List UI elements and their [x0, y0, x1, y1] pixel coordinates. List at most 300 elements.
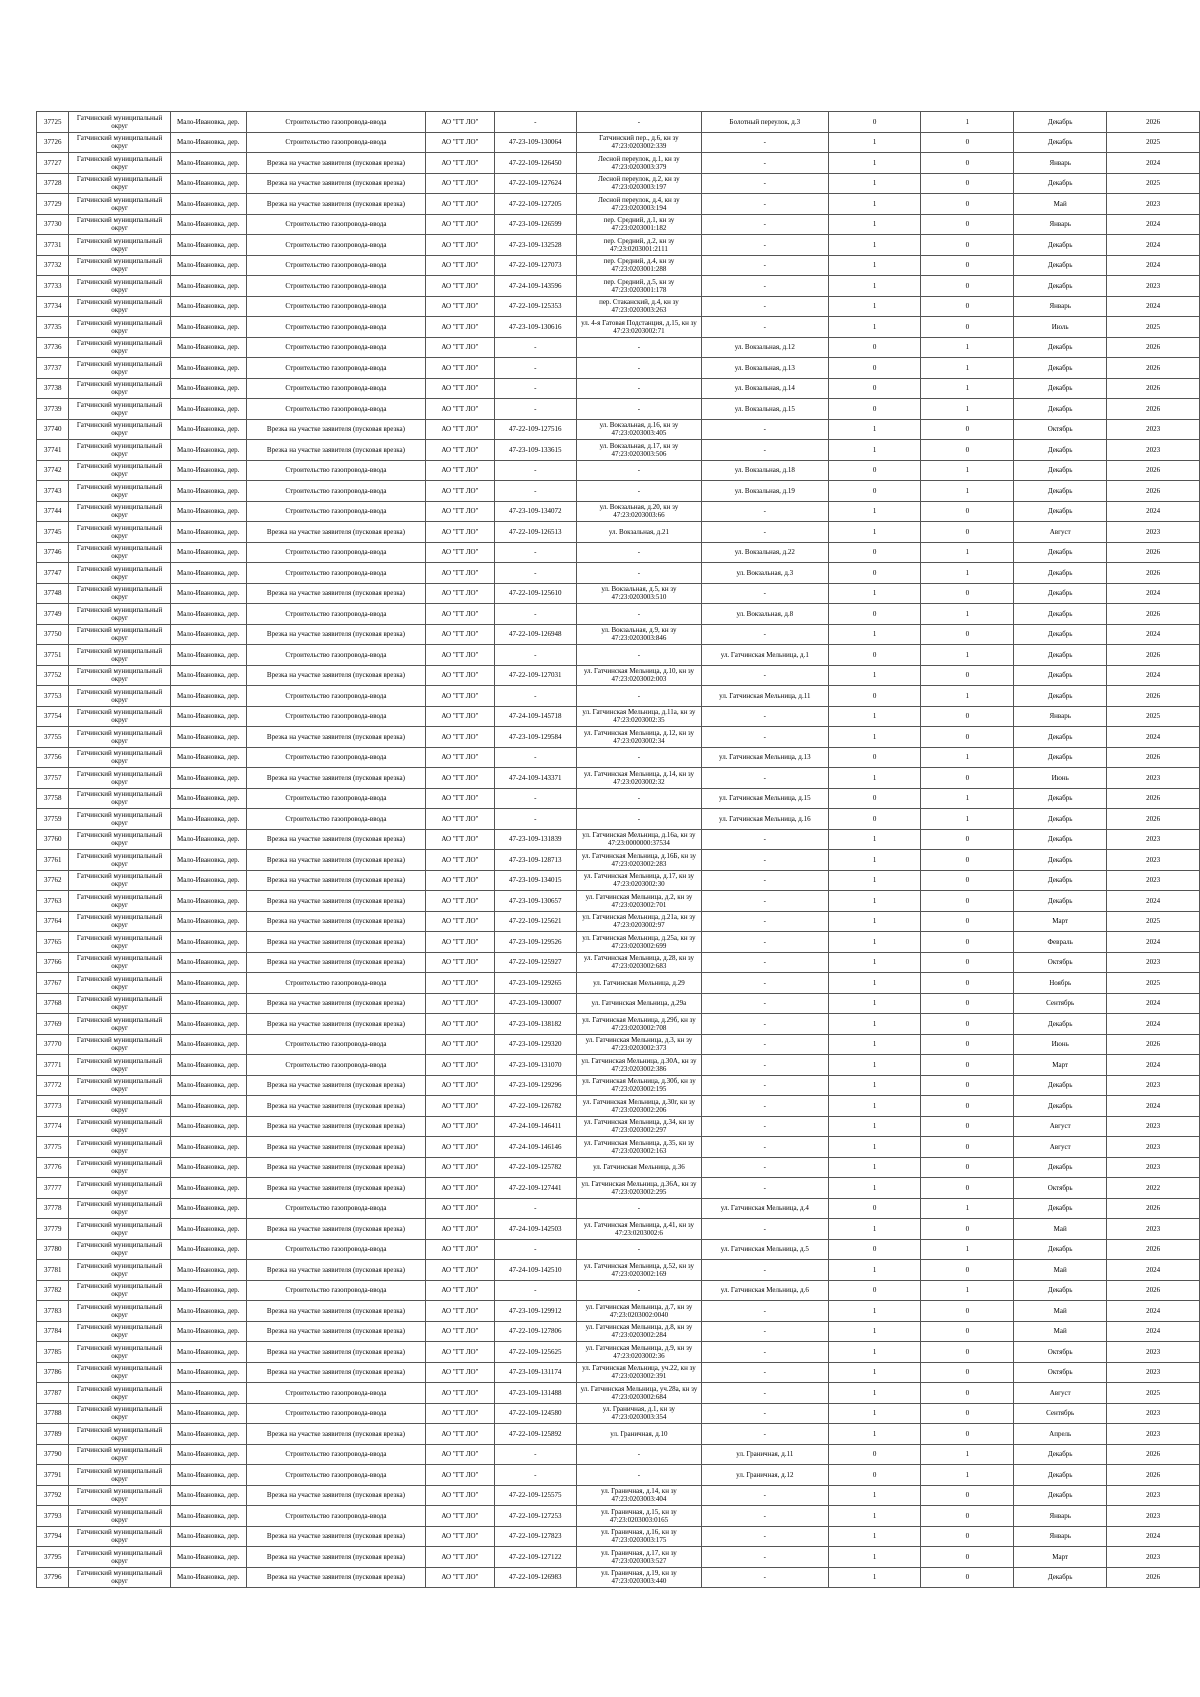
cell-qty-planned: 0	[921, 1055, 1014, 1076]
cell-organization: АО "ГТ ЛО"	[426, 624, 494, 645]
cell-organization: АО "ГТ ЛО"	[426, 358, 494, 379]
cell-qty-planned: 0	[921, 706, 1014, 727]
table-row	[37, 1198, 1200, 1219]
cell-organization: АО "ГТ ЛО"	[426, 194, 494, 215]
cell-qty-applications: 1	[828, 173, 921, 194]
cell-address-planned: -	[701, 132, 828, 153]
cell-row-number: 37777	[37, 1178, 69, 1199]
cell-month: Октябрь	[1014, 1178, 1107, 1199]
cell-work-type: Врезка на участке заявителя (пусковая врезка)	[246, 440, 426, 461]
cell-settlement: Мало-Ивановка, дер.	[170, 932, 246, 953]
cell-settlement: Мало-Ивановка, дер.	[170, 973, 246, 994]
cell-organization: АО "ГТ ЛО"	[426, 112, 494, 133]
cell-year: 2024	[1107, 727, 1200, 748]
cell-district: Гатчинский муниципальный округ	[69, 1055, 170, 1076]
cell-work-type: Строительство газопровода-ввода	[246, 132, 426, 153]
cell-row-number: 37781	[37, 1260, 69, 1281]
cell-row-number: 37796	[37, 1567, 69, 1588]
cell-qty-applications: 1	[828, 891, 921, 912]
cell-month: Август	[1014, 1137, 1107, 1158]
cell-work-type: Врезка на участке заявителя (пусковая врезка)	[246, 1485, 426, 1506]
cell-year: 2026	[1107, 1280, 1200, 1301]
cell-work-type: Строительство газопровода-ввода	[246, 317, 426, 338]
table-row	[37, 604, 1200, 625]
cell-month: Сентябрь	[1014, 993, 1107, 1014]
cell-month: Декабрь	[1014, 665, 1107, 686]
table-row	[37, 788, 1200, 809]
cell-organization: АО "ГТ ЛО"	[426, 317, 494, 338]
cell-address-cadastral: ул. Граничная, д.10	[576, 1424, 701, 1445]
cell-row-number: 37740	[37, 419, 69, 440]
cell-month: Сентябрь	[1014, 1403, 1107, 1424]
cell-settlement: Мало-Ивановка, дер.	[170, 1301, 246, 1322]
cell-application-number: 47-24-109-143596	[494, 276, 576, 297]
cell-settlement: Мало-Ивановка, дер.	[170, 522, 246, 543]
cell-month: Октябрь	[1014, 1362, 1107, 1383]
table-row	[37, 1301, 1200, 1322]
cell-address-cadastral: ул. Граничная, д.17, кн зу 47:23:0203003:527	[576, 1547, 701, 1568]
cell-address-planned: ул. Вокзальная, д.22	[701, 542, 828, 563]
cell-application-number: 47-22-109-125353	[494, 296, 576, 317]
cell-organization: АО "ГТ ЛО"	[426, 993, 494, 1014]
cell-address-planned: -	[701, 276, 828, 297]
cell-organization: АО "ГТ ЛО"	[426, 1014, 494, 1035]
cell-settlement: Мало-Ивановка, дер.	[170, 563, 246, 584]
cell-qty-planned: 0	[921, 1260, 1014, 1281]
cell-application-number: 47-23-109-130616	[494, 317, 576, 338]
cell-address-cadastral: ул. Гатчинская Мельница, д.41, кн зу 47:23:0203002:6	[576, 1219, 701, 1240]
cell-year: 2023	[1107, 1506, 1200, 1527]
cell-organization: АО "ГТ ЛО"	[426, 768, 494, 789]
cell-year: 2023	[1107, 768, 1200, 789]
cell-application-number: -	[494, 686, 576, 707]
cell-address-planned: -	[701, 194, 828, 215]
cell-qty-applications: 1	[828, 665, 921, 686]
cell-year: 2025	[1107, 706, 1200, 727]
table-row	[37, 665, 1200, 686]
cell-settlement: Мало-Ивановка, дер.	[170, 1383, 246, 1404]
cell-organization: АО "ГТ ЛО"	[426, 337, 494, 358]
cell-address-cadastral: ул. Гатчинская Мельница, д.34, кн зу 47:23:0203002:297	[576, 1116, 701, 1137]
cell-organization: АО "ГТ ЛО"	[426, 891, 494, 912]
cell-address-cadastral: -	[576, 1280, 701, 1301]
cell-work-type: Строительство газопровода-ввода	[246, 1280, 426, 1301]
cell-settlement: Мало-Ивановка, дер.	[170, 112, 246, 133]
cell-district: Гатчинский муниципальный округ	[69, 1526, 170, 1547]
cell-month: Декабрь	[1014, 1075, 1107, 1096]
cell-organization: АО "ГТ ЛО"	[426, 1342, 494, 1363]
cell-row-number: 37745	[37, 522, 69, 543]
cell-qty-planned: 0	[921, 419, 1014, 440]
cell-work-type: Строительство газопровода-ввода	[246, 378, 426, 399]
cell-address-cadastral: ул. Вокзальная, д.21	[576, 522, 701, 543]
cell-qty-planned: 1	[921, 378, 1014, 399]
cell-qty-planned: 1	[921, 481, 1014, 502]
cell-month: Апрель	[1014, 1424, 1107, 1445]
cell-address-cadastral: пер. Стаканский, д.4, кн зу 47:23:0203003:263	[576, 296, 701, 317]
table-row	[37, 1055, 1200, 1076]
cell-application-number: 47-23-109-129265	[494, 973, 576, 994]
cell-qty-applications: 1	[828, 194, 921, 215]
cell-district: Гатчинский муниципальный округ	[69, 952, 170, 973]
cell-address-planned: -	[701, 1362, 828, 1383]
cell-address-planned: -	[701, 173, 828, 194]
cell-address-cadastral: -	[576, 645, 701, 666]
cell-qty-applications: 1	[828, 1342, 921, 1363]
table-row	[37, 1116, 1200, 1137]
cell-work-type: Строительство газопровода-ввода	[246, 276, 426, 297]
cell-district: Гатчинский муниципальный округ	[69, 1178, 170, 1199]
cell-year: 2023	[1107, 194, 1200, 215]
cell-address-cadastral: ул. Гатчинская Мельница, д.28, кн зу 47:23:0203002:683	[576, 952, 701, 973]
cell-settlement: Мало-Ивановка, дер.	[170, 583, 246, 604]
cell-district: Гатчинский муниципальный округ	[69, 1239, 170, 1260]
cell-month: Декабрь	[1014, 563, 1107, 584]
cell-qty-planned: 0	[921, 1301, 1014, 1322]
cell-district: Гатчинский муниципальный округ	[69, 1301, 170, 1322]
cell-address-planned: -	[701, 1321, 828, 1342]
cell-qty-planned: 0	[921, 1096, 1014, 1117]
cell-district: Гатчинский муниципальный округ	[69, 911, 170, 932]
cell-qty-applications: 1	[828, 1383, 921, 1404]
cell-work-type: Врезка на участке заявителя (пусковая врезка)	[246, 1342, 426, 1363]
cell-application-number: 47-23-109-131839	[494, 829, 576, 850]
cell-qty-applications: 0	[828, 686, 921, 707]
cell-address-planned: -	[701, 1383, 828, 1404]
cell-year: 2024	[1107, 932, 1200, 953]
table-row	[37, 563, 1200, 584]
cell-organization: АО "ГТ ЛО"	[426, 460, 494, 481]
cell-qty-planned: 0	[921, 1321, 1014, 1342]
cell-qty-planned: 0	[921, 973, 1014, 994]
cell-address-planned: -	[701, 952, 828, 973]
cell-row-number: 37729	[37, 194, 69, 215]
cell-month: Декабрь	[1014, 481, 1107, 502]
cell-application-number: 47-22-109-127073	[494, 255, 576, 276]
cell-qty-applications: 1	[828, 1075, 921, 1096]
cell-work-type: Строительство газопровода-ввода	[246, 542, 426, 563]
cell-address-planned: -	[701, 1526, 828, 1547]
cell-application-number: -	[494, 112, 576, 133]
cell-work-type: Врезка на участке заявителя (пусковая врезка)	[246, 1157, 426, 1178]
cell-month: Декабрь	[1014, 440, 1107, 461]
table-row	[37, 276, 1200, 297]
cell-application-number: 47-23-109-126599	[494, 214, 576, 235]
cell-row-number: 37763	[37, 891, 69, 912]
cell-settlement: Мало-Ивановка, дер.	[170, 440, 246, 461]
cell-address-cadastral: ул. Гатчинская Мельница, д.29а	[576, 993, 701, 1014]
cell-settlement: Мало-Ивановка, дер.	[170, 1342, 246, 1363]
cell-application-number: -	[494, 1280, 576, 1301]
cell-organization: АО "ГТ ЛО"	[426, 1034, 494, 1055]
cell-row-number: 37752	[37, 665, 69, 686]
table-row	[37, 1567, 1200, 1588]
cell-district: Гатчинский муниципальный округ	[69, 132, 170, 153]
cell-address-planned: -	[701, 1116, 828, 1137]
cell-qty-planned: 0	[921, 993, 1014, 1014]
cell-organization: АО "ГТ ЛО"	[426, 501, 494, 522]
cell-address-cadastral: ул. 4-я Гатовая Подстанция, д.15, кн зу 47:23:0203002:71	[576, 317, 701, 338]
cell-settlement: Мало-Ивановка, дер.	[170, 399, 246, 420]
table-row	[37, 891, 1200, 912]
cell-qty-planned: 1	[921, 399, 1014, 420]
cell-settlement: Мало-Ивановка, дер.	[170, 1260, 246, 1281]
cell-qty-applications: 1	[828, 1567, 921, 1588]
cell-row-number: 37756	[37, 747, 69, 768]
cell-address-cadastral: -	[576, 788, 701, 809]
table-row	[37, 1547, 1200, 1568]
cell-row-number: 37762	[37, 870, 69, 891]
cell-application-number: 47-24-109-143371	[494, 768, 576, 789]
cell-work-type: Строительство газопровода-ввода	[246, 686, 426, 707]
cell-qty-applications: 1	[828, 1096, 921, 1117]
cell-qty-applications: 0	[828, 481, 921, 502]
cell-address-planned: ул. Вокзальная, д.15	[701, 399, 828, 420]
cell-address-planned: -	[701, 1424, 828, 1445]
cell-qty-applications: 1	[828, 993, 921, 1014]
cell-year: 2023	[1107, 1116, 1200, 1137]
cell-row-number: 37795	[37, 1547, 69, 1568]
cell-district: Гатчинский муниципальный округ	[69, 358, 170, 379]
cell-address-planned: ул. Вокзальная, д.13	[701, 358, 828, 379]
cell-year: 2026	[1107, 399, 1200, 420]
cell-qty-planned: 0	[921, 1567, 1014, 1588]
cell-address-planned: -	[701, 440, 828, 461]
cell-settlement: Мало-Ивановка, дер.	[170, 686, 246, 707]
cell-organization: АО "ГТ ЛО"	[426, 1198, 494, 1219]
cell-qty-planned: 1	[921, 788, 1014, 809]
cell-work-type: Врезка на участке заявителя (пусковая врезка)	[246, 1424, 426, 1445]
cell-qty-applications: 0	[828, 542, 921, 563]
cell-row-number: 37789	[37, 1424, 69, 1445]
cell-application-number: 47-23-109-134072	[494, 501, 576, 522]
cell-district: Гатчинский муниципальный округ	[69, 1096, 170, 1117]
cell-qty-planned: 0	[921, 173, 1014, 194]
cell-row-number: 37727	[37, 153, 69, 174]
cell-application-number: 47-24-109-145718	[494, 706, 576, 727]
cell-address-cadastral: ул. Гатчинская Мельница, д.17, кн зу 47:23:0203002:30	[576, 870, 701, 891]
cell-row-number: 37753	[37, 686, 69, 707]
cell-qty-applications: 1	[828, 583, 921, 604]
cell-qty-planned: 0	[921, 1547, 1014, 1568]
cell-application-number: 47-22-109-125892	[494, 1424, 576, 1445]
cell-qty-applications: 0	[828, 1280, 921, 1301]
cell-year: 2023	[1107, 850, 1200, 871]
cell-qty-planned: 0	[921, 850, 1014, 871]
cell-qty-applications: 1	[828, 1178, 921, 1199]
cell-year: 2026	[1107, 378, 1200, 399]
cell-month: Январь	[1014, 1506, 1107, 1527]
cell-month: Декабрь	[1014, 645, 1107, 666]
cell-month: Октябрь	[1014, 952, 1107, 973]
cell-qty-planned: 1	[921, 645, 1014, 666]
cell-month: Декабрь	[1014, 1465, 1107, 1486]
cell-qty-applications: 1	[828, 296, 921, 317]
cell-month: Декабрь	[1014, 235, 1107, 256]
cell-address-cadastral: Лесной переулок, д.1, кн зу 47:23:0203003:379	[576, 153, 701, 174]
cell-address-planned: -	[701, 153, 828, 174]
cell-organization: АО "ГТ ЛО"	[426, 1362, 494, 1383]
cell-application-number: -	[494, 358, 576, 379]
cell-application-number: 47-23-109-138182	[494, 1014, 576, 1035]
cell-month: Декабрь	[1014, 460, 1107, 481]
gasification-table	[36, 111, 1200, 1588]
cell-qty-planned: 0	[921, 296, 1014, 317]
cell-address-cadastral: -	[576, 481, 701, 502]
cell-row-number: 37772	[37, 1075, 69, 1096]
cell-row-number: 37739	[37, 399, 69, 420]
cell-address-cadastral: -	[576, 1444, 701, 1465]
cell-work-type: Строительство газопровода-ввода	[246, 214, 426, 235]
cell-work-type: Врезка на участке заявителя (пусковая врезка)	[246, 891, 426, 912]
cell-row-number: 37725	[37, 112, 69, 133]
cell-month: Декабрь	[1014, 809, 1107, 830]
cell-qty-planned: 0	[921, 440, 1014, 461]
table-row	[37, 419, 1200, 440]
cell-application-number: 47-23-109-131488	[494, 1383, 576, 1404]
cell-row-number: 37761	[37, 850, 69, 871]
cell-application-number: -	[494, 788, 576, 809]
cell-address-planned: -	[701, 1055, 828, 1076]
cell-organization: АО "ГТ ЛО"	[426, 296, 494, 317]
cell-row-number: 37793	[37, 1506, 69, 1527]
cell-month: Декабрь	[1014, 1239, 1107, 1260]
cell-qty-planned: 1	[921, 1280, 1014, 1301]
cell-application-number: -	[494, 399, 576, 420]
cell-district: Гатчинский муниципальный округ	[69, 604, 170, 625]
cell-year: 2023	[1107, 1342, 1200, 1363]
cell-district: Гатчинский муниципальный округ	[69, 501, 170, 522]
cell-work-type: Врезка на участке заявителя (пусковая врезка)	[246, 1301, 426, 1322]
cell-month: Январь	[1014, 296, 1107, 317]
cell-work-type: Строительство газопровода-ввода	[246, 112, 426, 133]
cell-month: Октябрь	[1014, 1342, 1107, 1363]
table-row	[37, 1506, 1200, 1527]
cell-row-number: 37732	[37, 255, 69, 276]
cell-work-type: Врезка на участке заявителя (пусковая врезка)	[246, 1260, 426, 1281]
cell-qty-applications: 0	[828, 112, 921, 133]
cell-row-number: 37792	[37, 1485, 69, 1506]
cell-year: 2026	[1107, 747, 1200, 768]
cell-settlement: Мало-Ивановка, дер.	[170, 891, 246, 912]
cell-application-number: 47-22-109-127624	[494, 173, 576, 194]
cell-district: Гатчинский муниципальный округ	[69, 1424, 170, 1445]
cell-qty-planned: 0	[921, 768, 1014, 789]
cell-row-number: 37735	[37, 317, 69, 338]
cell-district: Гатчинский муниципальный округ	[69, 850, 170, 871]
cell-qty-planned: 1	[921, 686, 1014, 707]
cell-year: 2024	[1107, 255, 1200, 276]
cell-work-type: Врезка на участке заявителя (пусковая врезка)	[246, 911, 426, 932]
cell-qty-applications: 0	[828, 1444, 921, 1465]
cell-qty-applications: 1	[828, 1137, 921, 1158]
cell-address-cadastral: ул. Вокзальная, д.9, кн зу 47:23:0203003:846	[576, 624, 701, 645]
cell-address-planned: -	[701, 1301, 828, 1322]
table-row	[37, 727, 1200, 748]
cell-qty-planned: 0	[921, 153, 1014, 174]
cell-qty-applications: 1	[828, 501, 921, 522]
cell-settlement: Мало-Ивановка, дер.	[170, 1526, 246, 1547]
cell-address-cadastral: ул. Гатчинская Мельница, д.9, кн зу 47:23:0203002:36	[576, 1342, 701, 1363]
cell-row-number: 37775	[37, 1137, 69, 1158]
table-row	[37, 255, 1200, 276]
cell-month: Май	[1014, 1321, 1107, 1342]
cell-year: 2023	[1107, 276, 1200, 297]
table-row	[37, 583, 1200, 604]
cell-qty-planned: 0	[921, 583, 1014, 604]
cell-district: Гатчинский муниципальный округ	[69, 1198, 170, 1219]
cell-qty-planned: 1	[921, 1198, 1014, 1219]
cell-organization: АО "ГТ ЛО"	[426, 235, 494, 256]
cell-year: 2025	[1107, 317, 1200, 338]
cell-settlement: Мало-Ивановка, дер.	[170, 1465, 246, 1486]
cell-month: Декабрь	[1014, 583, 1107, 604]
cell-qty-applications: 0	[828, 337, 921, 358]
cell-application-number: -	[494, 645, 576, 666]
cell-organization: АО "ГТ ЛО"	[426, 1506, 494, 1527]
cell-application-number: 47-24-109-142510	[494, 1260, 576, 1281]
cell-settlement: Мало-Ивановка, дер.	[170, 604, 246, 625]
cell-settlement: Мало-Ивановка, дер.	[170, 214, 246, 235]
table-row	[37, 1014, 1200, 1035]
cell-application-number: 47-22-109-125610	[494, 583, 576, 604]
cell-address-planned: -	[701, 522, 828, 543]
cell-address-planned: -	[701, 1260, 828, 1281]
cell-qty-planned: 1	[921, 809, 1014, 830]
table-row	[37, 993, 1200, 1014]
cell-month: Январь	[1014, 1526, 1107, 1547]
cell-district: Гатчинский муниципальный округ	[69, 1342, 170, 1363]
cell-qty-applications: 1	[828, 276, 921, 297]
table-row	[37, 911, 1200, 932]
cell-organization: АО "ГТ ЛО"	[426, 665, 494, 686]
cell-organization: АО "ГТ ЛО"	[426, 788, 494, 809]
cell-work-type: Врезка на участке заявителя (пусковая врезка)	[246, 870, 426, 891]
cell-year: 2025	[1107, 1383, 1200, 1404]
cell-address-cadastral: ул. Гатчинская Мельница, д.14, кн зу 47:23:0203002:32	[576, 768, 701, 789]
cell-organization: АО "ГТ ЛО"	[426, 850, 494, 871]
cell-organization: АО "ГТ ЛО"	[426, 1260, 494, 1281]
cell-row-number: 37774	[37, 1116, 69, 1137]
cell-work-type: Строительство газопровода-ввода	[246, 235, 426, 256]
cell-district: Гатчинский муниципальный округ	[69, 583, 170, 604]
cell-settlement: Мало-Ивановка, дер.	[170, 1239, 246, 1260]
cell-row-number: 37737	[37, 358, 69, 379]
table-row	[37, 1075, 1200, 1096]
cell-address-planned: -	[701, 1567, 828, 1588]
cell-address-cadastral: ул. Гатчинская Мельница, д.10, кн зу 47:23:0203002:003	[576, 665, 701, 686]
table-row	[37, 1321, 1200, 1342]
cell-qty-applications: 1	[828, 911, 921, 932]
cell-qty-planned: 0	[921, 1485, 1014, 1506]
cell-organization: АО "ГТ ЛО"	[426, 1526, 494, 1547]
cell-year: 2023	[1107, 1362, 1200, 1383]
cell-settlement: Мало-Ивановка, дер.	[170, 317, 246, 338]
cell-year: 2022	[1107, 1178, 1200, 1199]
cell-address-planned: ул. Вокзальная, д.18	[701, 460, 828, 481]
cell-address-cadastral: пер. Средний, д.5, кн зу 47:23:0203001:178	[576, 276, 701, 297]
cell-application-number: 47-23-109-129296	[494, 1075, 576, 1096]
cell-district: Гатчинский муниципальный округ	[69, 973, 170, 994]
cell-qty-applications: 1	[828, 1547, 921, 1568]
cell-district: Гатчинский муниципальный округ	[69, 1444, 170, 1465]
cell-month: Май	[1014, 1260, 1107, 1281]
cell-district: Гатчинский муниципальный округ	[69, 522, 170, 543]
cell-row-number: 37754	[37, 706, 69, 727]
cell-qty-planned: 1	[921, 1444, 1014, 1465]
cell-district: Гатчинский муниципальный округ	[69, 276, 170, 297]
cell-district: Гатчинский муниципальный округ	[69, 1362, 170, 1383]
